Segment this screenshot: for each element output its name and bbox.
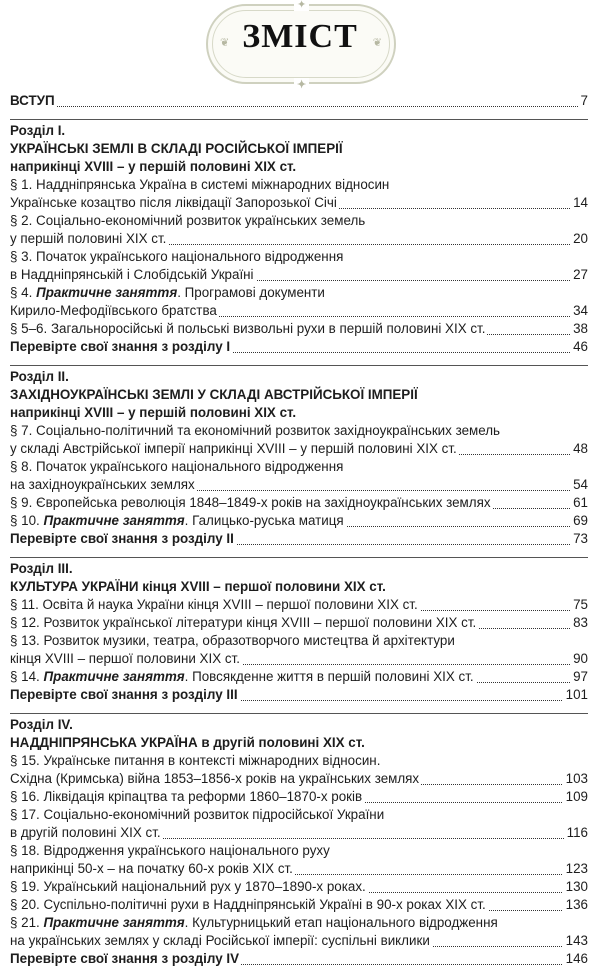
section-period: наприкінці XVIII – у першій половині XIX ст. [10, 159, 297, 174]
toc-entry[interactable]: у складі Австрійської імперії наприкінці XVIII – у першій половині XIX ст. 48 [10, 441, 588, 456]
page-number: 116 [564, 824, 588, 842]
toc-entry[interactable]: § 9. Європейська революція 1848–1849-х років на західноукраїнських землях 61 [10, 495, 588, 510]
section-period: наприкінці XVIII – у першій половині XIX ст. [10, 405, 297, 420]
page-number: 20 [570, 230, 588, 248]
toc-entry-check[interactable]: Перевірте свої знання з розділу IV 146 [10, 951, 588, 966]
toc-entry[interactable]: § 14. Практичне заняття. Повсякденне життя в першій половині XIX ст. 97 [10, 669, 588, 684]
page-number: 130 [563, 878, 588, 896]
toc-entry[interactable]: § 4. Практичне заняття. Програмові документи [10, 285, 325, 300]
page-number: 97 [570, 668, 588, 686]
section-divider [10, 119, 588, 120]
toc-entry[interactable]: в Наддніпрянській і Слобідській Україні 27 [10, 267, 588, 282]
page-number: 46 [570, 338, 588, 356]
page-number: 146 [563, 950, 588, 968]
page-number: 83 [570, 614, 588, 632]
toc-entry-check[interactable]: Перевірте свої знання з розділу ІІІ 101 [10, 687, 588, 702]
page-number: 61 [570, 494, 588, 512]
toc-entry[interactable]: § 17. Соціально-економічний розвиток підросійської України [10, 807, 385, 822]
page-number: 109 [563, 788, 588, 806]
page-number: 101 [563, 686, 588, 704]
section-label: Розділ І. [10, 123, 66, 138]
page-number: 27 [570, 266, 588, 284]
toc-entry-check[interactable]: Перевірте свої знання з розділу ІІ 73 [10, 531, 588, 546]
toc-entry[interactable]: Кирило-Мефодіївського братства 34 [10, 303, 588, 318]
toc-entry[interactable]: § 11. Освіта й наука України кінця XVIII – першої половини XIX ст. 75 [10, 597, 588, 612]
ornament-right-icon: ❦ [372, 36, 382, 49]
toc-entry[interactable]: § 13. Розвиток музики, театра, образотворчого мистецтва й архітектури [10, 633, 455, 648]
toc-entry[interactable]: Українське козацтво після ліквідації Запорозької Січі 14 [10, 195, 588, 210]
page-number: 73 [570, 530, 588, 548]
page-number: 90 [570, 650, 588, 668]
toc-entry[interactable]: § 15. Українське питання в контексті міжнародних відносин. [10, 753, 381, 768]
ornament-bottom-icon: ✦ [294, 78, 309, 91]
toc-entry[interactable]: § 20. Суспільно-політичні рухи в Наддніпрянській Україні в 90-х роках XIX ст. 136 [10, 897, 588, 912]
page-number: 34 [570, 302, 588, 320]
ornament-top-icon: ✦ [294, 0, 309, 11]
section-title: КУЛЬТУРА УКРАЇНИ кінця XVIII – першої половини XIX ст. [10, 579, 386, 594]
section-label: Розділ ІV. [10, 717, 73, 732]
page-number: 103 [563, 770, 588, 788]
page-title: ЗМІСТ [242, 18, 358, 55]
section-divider [10, 365, 588, 366]
toc-entry[interactable]: § 10. Практичне заняття. Галицько-руська матиця 69 [10, 513, 588, 528]
toc-entry-check[interactable]: Перевірте свої знання з розділу І 46 [10, 339, 588, 354]
page-number: 14 [570, 194, 588, 212]
toc-entry[interactable]: в другій половині XIX ст. 116 [10, 825, 588, 840]
toc-entry[interactable]: § 3. Початок українського національного відродження [10, 249, 344, 264]
section-title: УКРАЇНСЬКІ ЗЕМЛІ В СКЛАДІ РОСІЙСЬКОЇ ІМПЕРІЇ [10, 141, 343, 156]
toc-entry[interactable]: § 16. Ліквідація кріпацтва та реформи 1860–1870-х років 109 [10, 789, 588, 804]
toc-entry[interactable]: кінця XVIII – першої половини XIX ст. 90 [10, 651, 588, 666]
toc-entry[interactable]: § 12. Розвиток української літератури кінця XVIII – першої половини XIX ст. 83 [10, 615, 588, 630]
section-title: НАДДНІПРЯНСЬКА УКРАЇНА в другій половині XIX ст. [10, 735, 365, 750]
toc-entry[interactable]: § 21. Практичне заняття. Культурницький етап національного відродження [10, 915, 498, 930]
toc-entry[interactable]: § 18. Відродження українського національного руху [10, 843, 330, 858]
toc-entry[interactable]: наприкінці 50-х – на початку 60-х років XIX ст. 123 [10, 861, 588, 876]
toc-entry[interactable]: на українських землях у складі Російської імперії: суспільні виклики 143 [10, 933, 588, 948]
toc-entry[interactable]: § 8. Початок українського національного відродження [10, 459, 344, 474]
page-number: 143 [563, 932, 588, 950]
toc-entry[interactable]: § 19. Український національний рух у 1870–1890-х роках. 130 [10, 879, 588, 894]
toc-entry[interactable]: § 5–6. Загальноросійські й польські визвольні рухи в першій половині XIX ст. 38 [10, 321, 588, 336]
page-number: 7 [578, 92, 588, 110]
ornament-left-icon: ❦ [220, 36, 230, 49]
page-number: 54 [570, 476, 588, 494]
page-number: 123 [563, 860, 588, 878]
section-divider [10, 713, 588, 714]
page-number: 136 [563, 896, 588, 914]
toc-entry[interactable]: § 2. Соціально-економічний розвиток українських земель [10, 213, 366, 228]
section-label: Розділ ІІІ. [10, 561, 73, 576]
toc-entry[interactable]: Східна (Кримська) війна 1853–1856-х років на українських землях 103 [10, 771, 588, 786]
table-of-contents [10, 92, 588, 968]
section-label: Розділ ІІ. [10, 369, 69, 384]
toc-entry[interactable]: у першій половині XIX ст. 20 [10, 231, 588, 246]
section-divider [10, 557, 588, 558]
leader-dots [10, 106, 588, 107]
section-title: ЗАХІДНОУКРАЇНСЬКІ ЗЕМЛІ У СКЛАДІ АВСТРІЙСЬКОЇ ІМПЕРІЇ [10, 387, 418, 402]
toc-entry[interactable]: § 1. Наддніпрянська Україна в системі міжнародних відносин [10, 177, 390, 192]
toc-entry-intro[interactable] [10, 92, 588, 110]
page-number: 69 [570, 512, 588, 530]
page-number: 75 [570, 596, 588, 614]
toc-entry[interactable]: на західноукраїнських землях 54 [10, 477, 588, 492]
page-number: 48 [570, 440, 588, 458]
page-number: 38 [570, 320, 588, 338]
toc-entry[interactable]: § 7. Соціально-політичний та економічний розвиток західноукраїнських земель [10, 423, 501, 438]
entry-title: ВСТУП [10, 93, 55, 108]
